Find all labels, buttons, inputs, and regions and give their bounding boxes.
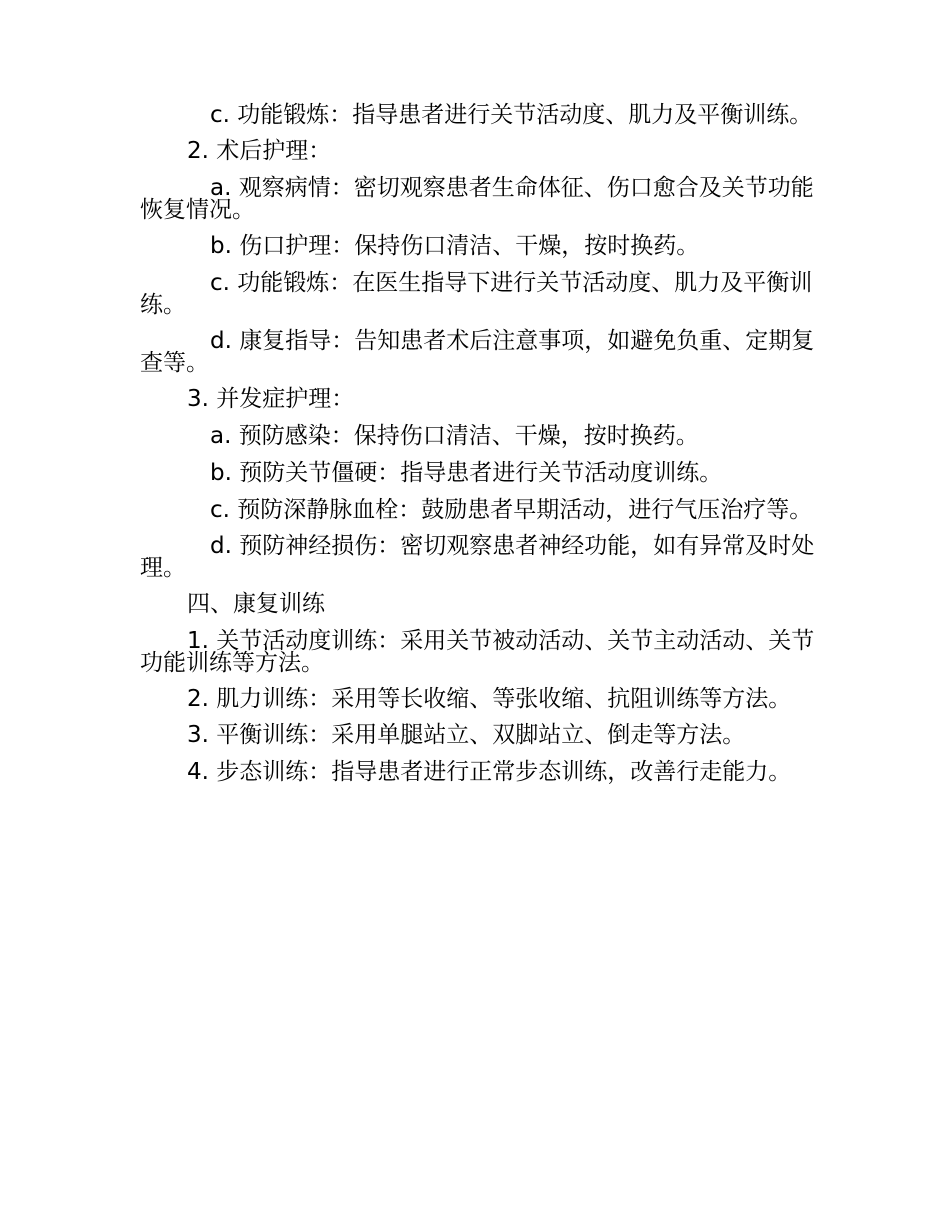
paragraph-wound-care: b. 伤口护理：保持伤口清洁、干燥，按时换药。 — [210, 233, 700, 259]
paragraph-prevent-dvt: c. 预防深静脉血栓：鼓励患者早期活动，进行气压治疗等。 — [210, 497, 813, 523]
paragraph-rom-training: 1. 关节活动度训练：采用关节被动活动、关节主动活动、关节功能训练等方法。 — [140, 628, 815, 676]
section-rehab-training: 四、康复训练 — [187, 591, 325, 617]
paragraph-prevent-nerve-injury: d. 预防神经损伤：密切观察患者神经功能，如有异常及时处理。 — [140, 533, 815, 581]
paragraph-balance-training: 3. 平衡训练：采用单腿站立、双脚站立、倒走等方法。 — [187, 722, 746, 748]
document-body — [140, 104, 815, 783]
paragraph-prevent-infection: a. 预防感染：保持伤口清洁、干燥，按时换药。 — [210, 423, 699, 449]
paragraph-gait-training: 4. 步态训练：指导患者进行正常步态训练，改善行走能力。 — [187, 759, 792, 785]
paragraph-rehab-guidance: d. 康复指导：告知患者术后注意事项，如避免负重、定期复查等。 — [140, 328, 815, 376]
paragraph-strength-training: 2. 肌力训练：采用等长收缩、等张收缩、抗阻训练等方法。 — [187, 686, 792, 712]
section-complication-care: 3. 并发症护理： — [187, 386, 355, 412]
paragraph-functional-exercise: c. 功能锻炼：在医生指导下进行关节活动度、肌力及平衡训练。 — [140, 270, 813, 318]
paragraph-observe-condition: a. 观察病情：密切观察患者生命体征、伤口愈合及关节功能恢复情况。 — [140, 175, 814, 223]
paragraph-prevent-stiffness: b. 预防关节僵硬：指导患者进行关节活动度训练。 — [210, 460, 723, 486]
paragraph-sub-c-rehab: c. 功能锻炼：指导患者进行关节活动度、肌力及平衡训练。 — [210, 102, 813, 128]
section-postop-care: 2. 术后护理： — [187, 138, 332, 164]
